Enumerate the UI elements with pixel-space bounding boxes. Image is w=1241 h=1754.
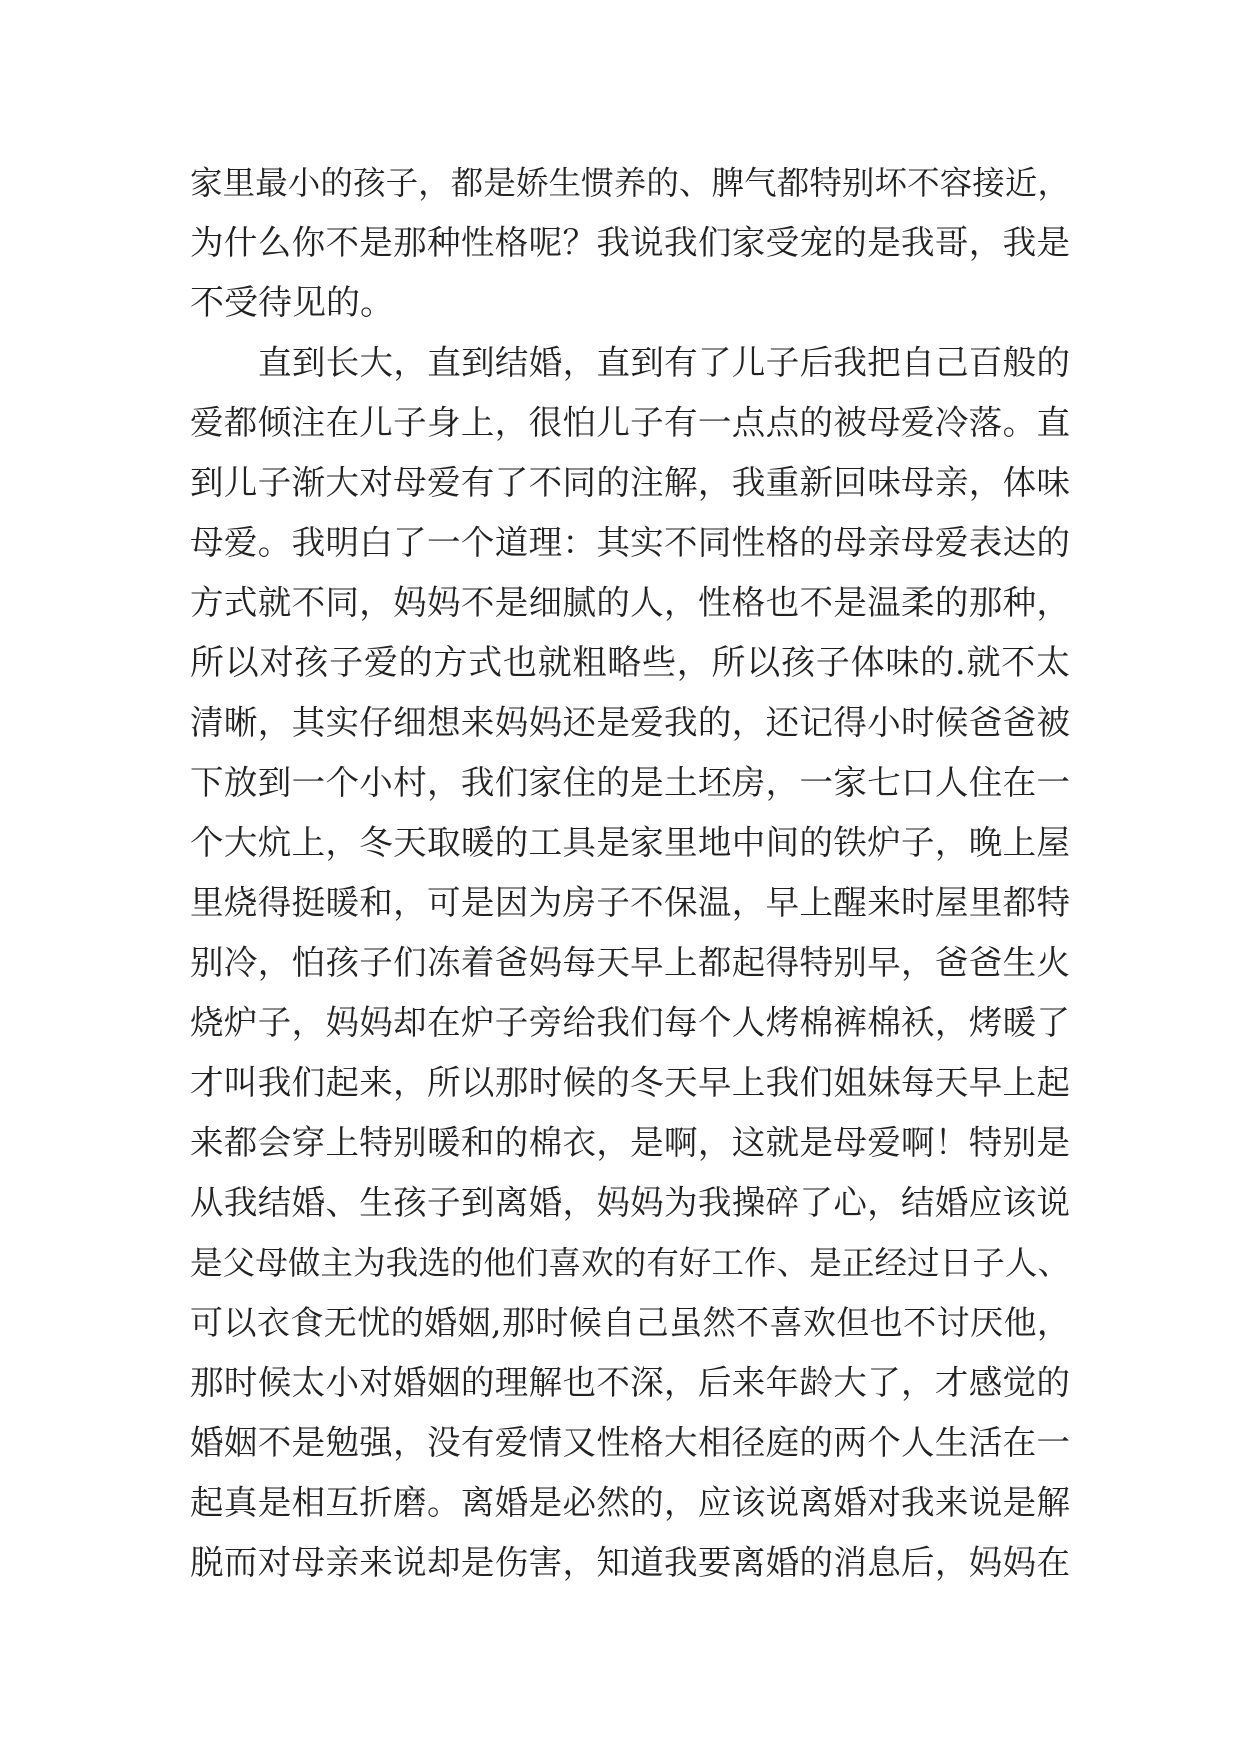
text-line: 可以衣食无忧的婚姻,那时候自己虽然不喜欢但也不讨厌他， [190, 1303, 1070, 1342]
text-line: 到儿子渐大对母爱有了不同的注解，我重新回味母亲，体味 [190, 463, 1070, 502]
text-line: 所以对孩子爱的方式也就粗略些，所以孩子体味的.就不太 [190, 643, 1070, 683]
text-line: 里烧得挺暖和，可是因为房子不保温，早上醒来时屋里都特 [190, 883, 1070, 922]
text-line: 起真是相互折磨。离婚是必然的，应该说离婚对我来说是解 [190, 1483, 1070, 1522]
text-line: 是父母做主为我选的他们喜欢的有好工作、是正经过日子人、 [190, 1244, 1070, 1282]
text-line: 那时候太小对婚姻的理解也不深，后来年龄大了，才感觉的 [190, 1363, 1070, 1402]
text-line: 家里最小的孩子，都是娇生惯养的、脾气都特别坏不容接近， [190, 164, 1070, 202]
text-line: 来都会穿上特别暖和的棉衣，是啊，这就是母爱啊！特别是 [190, 1123, 1070, 1162]
text-line: 不受待见的。 [190, 283, 394, 323]
document-body [190, 153, 1070, 1593]
text-line: 婚姻不是勉强，没有爱情又性格大相径庭的两个人生活在一 [190, 1423, 1070, 1462]
text-line: 个大炕上，冬天取暖的工具是家里地中间的铁炉子，晚上屋 [190, 823, 1070, 862]
text-line: 脱而对母亲来说却是伤害，知道我要离婚的消息后，妈妈在 [190, 1543, 1070, 1582]
text-line: 母爱。我明白了一个道理：其实不同性格的母亲母爱表达的 [190, 523, 1070, 562]
text-line: 清晰，其实仔细想来妈妈还是爱我的，还记得小时候爸爸被 [190, 703, 1070, 742]
text-line: 下放到一个小村，我们家住的是土坯房，一家七口人住在一 [190, 763, 1070, 802]
text-line: 烧炉子，妈妈却在炉子旁给我们每个人烤棉裤棉袄，烤暖了 [190, 1003, 1070, 1042]
text-line: 方式就不同，妈妈不是细腻的人，性格也不是温柔的那种， [190, 583, 1070, 622]
text-line: 从我结婚、生孩子到离婚，妈妈为我操碎了心，结婚应该说 [190, 1183, 1070, 1222]
paragraph-first-line: 直到长大，直到结婚，直到有了儿子后我把自己百般的 [258, 343, 1070, 382]
text-line: 才叫我们起来，所以那时候的冬天早上我们姐妹每天早上起 [190, 1063, 1070, 1102]
text-line: 别冷，怕孩子们冻着爸妈每天早上都起得特别早，爸爸生火 [190, 943, 1070, 982]
text-line: 为什么你不是那种性格呢？我说我们家受宠的是我哥，我是 [190, 223, 1070, 262]
text-line: 爱都倾注在儿子身上，很怕儿子有一点点的被母爱冷落。直 [190, 403, 1070, 442]
